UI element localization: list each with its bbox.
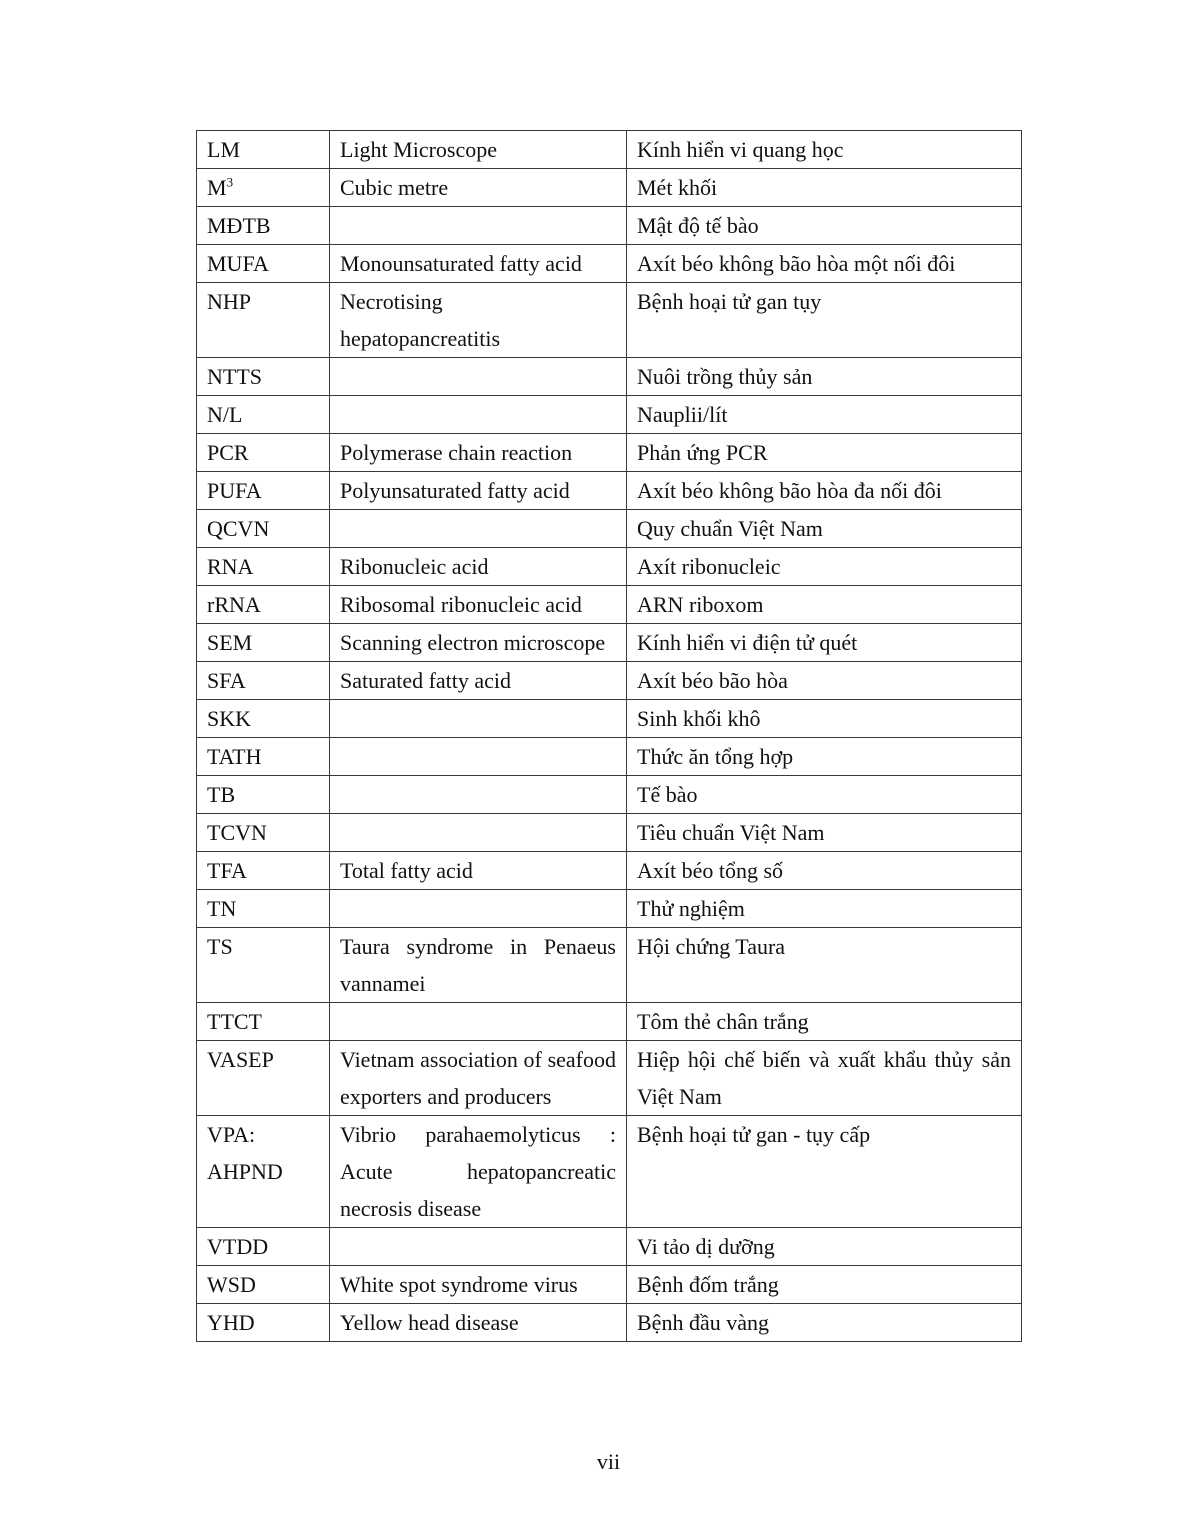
abbr-superscript: 3 [226,174,234,190]
table-row [197,169,1022,207]
english-cell [330,358,627,396]
abbr-cell: RNA [197,548,330,586]
english-cell: Vibrio parahaemolyticus : Acute hepatopancreatic necrosis disease [330,1116,627,1228]
table-row [197,890,1022,928]
abbr-cell: TS [197,928,330,1003]
table-row [197,1228,1022,1266]
vietnamese-cell: Bệnh hoại tử gan tụy [627,283,1022,358]
table-row [197,662,1022,700]
vietnamese-cell: Axít béo không bão hòa đa nối đôi [627,472,1022,510]
abbr-cell: MUFA [197,245,330,283]
english-cell: Total fatty acid [330,852,627,890]
vietnamese-cell: Axít béo tổng số [627,852,1022,890]
vietnamese-cell: Hội chứng Taura [627,928,1022,1003]
table-row [197,624,1022,662]
abbr-cell: SEM [197,624,330,662]
abbr-cell: TTCT [197,1003,330,1041]
table-row [197,283,1022,358]
table-row [197,700,1022,738]
english-cell: Cubic metre [330,169,627,207]
vietnamese-cell: Axít béo bão hòa [627,662,1022,700]
page-number: vii [596,1449,621,1474]
abbr-cell [197,169,330,207]
vietnamese-cell: Bệnh đầu vàng [627,1304,1022,1342]
table-row [197,1003,1022,1041]
vietnamese-cell: Tiêu chuẩn Việt Nam [627,814,1022,852]
english-cell: Saturated fatty acid [330,662,627,700]
abbr-cell: LM [197,131,330,169]
vietnamese-cell: Thức ăn tổng hợp [627,738,1022,776]
table-row [197,1266,1022,1304]
vietnamese-cell: Tôm thẻ chân trắng [627,1003,1022,1041]
vietnamese-cell: Mật độ tế bào [627,207,1022,245]
abbr-cell: WSD [197,1266,330,1304]
vietnamese-cell: ARN riboxom [627,586,1022,624]
vietnamese-cell: Vi tảo dị dưỡng [627,1228,1022,1266]
english-cell: Polymerase chain reaction [330,434,627,472]
vietnamese-cell: Bệnh đốm trắng [627,1266,1022,1304]
table-row [197,434,1022,472]
abbr-cell: rRNA [197,586,330,624]
table-row [197,928,1022,1003]
table-row [197,852,1022,890]
english-cell [330,1228,627,1266]
abbr-cell: TATH [197,738,330,776]
english-cell [330,814,627,852]
vietnamese-cell: Hiệp hội chế biến và xuất khẩu thủy sản Việt Nam [627,1041,1022,1116]
abbr-cell: SFA [197,662,330,700]
english-cell [330,738,627,776]
abbr-cell: N/L [197,396,330,434]
vietnamese-cell: Bệnh hoại tử gan - tụy cấp [627,1116,1022,1228]
english-cell [330,1003,627,1041]
vietnamese-cell: Sinh khối khô [627,700,1022,738]
english-cell [330,776,627,814]
table-row [197,207,1022,245]
table-row [197,548,1022,586]
vietnamese-cell: Quy chuẩn Việt Nam [627,510,1022,548]
english-cell: Vietnam association of seafood exporters and producers [330,1041,627,1116]
english-cell: Light Microscope [330,131,627,169]
abbr-cell: TB [197,776,330,814]
abbr-cell: VASEP [197,1041,330,1116]
table-row [197,245,1022,283]
english-cell: Monounsaturated fatty acid [330,245,627,283]
abbr-cell: NHP [197,283,330,358]
vietnamese-cell: Kính hiển vi quang học [627,131,1022,169]
abbr-cell: TN [197,890,330,928]
vietnamese-cell: Phản ứng PCR [627,434,1022,472]
english-cell [330,700,627,738]
vietnamese-cell: Axít ribonucleic [627,548,1022,586]
table-row [197,1304,1022,1342]
abbr-cell: VTDD [197,1228,330,1266]
vietnamese-cell: Kính hiển vi điện tử quét [627,624,1022,662]
english-cell: White spot syndrome virus [330,1266,627,1304]
table-row [197,396,1022,434]
table-row [197,586,1022,624]
vietnamese-cell: Axít béo không bão hòa một nối đôi [627,245,1022,283]
abbr-cell: YHD [197,1304,330,1342]
english-cell [330,890,627,928]
abbr-cell: NTTS [197,358,330,396]
table-row [197,472,1022,510]
table-row [197,131,1022,169]
abbr-cell: PUFA [197,472,330,510]
english-cell [330,207,627,245]
table-row [197,358,1022,396]
abbr-text: M [207,175,227,200]
table-row [197,1116,1022,1228]
table-row [197,738,1022,776]
table-row [197,814,1022,852]
vietnamese-cell: Nuôi trồng thủy sản [627,358,1022,396]
english-cell: Taura syndrome in Penaeus vannamei [330,928,627,1003]
vietnamese-cell: Thử nghiệm [627,890,1022,928]
english-cell: Ribonucleic acid [330,548,627,586]
english-cell: Scanning electron microscope [330,624,627,662]
vietnamese-cell: Nauplii/lít [627,396,1022,434]
english-cell: Ribosomal ribonucleic acid [330,586,627,624]
english-cell [330,510,627,548]
table-row [197,1041,1022,1116]
abbr-cell: QCVN [197,510,330,548]
abbreviation-table [196,130,1022,1342]
abbr-cell: TCVN [197,814,330,852]
table-row [197,776,1022,814]
english-cell: Yellow head disease [330,1304,627,1342]
vietnamese-cell: Mét khối [627,169,1022,207]
english-cell: Necrotising hepatopancreatitis [330,283,627,358]
english-cell: Polyunsaturated fatty acid [330,472,627,510]
abbr-cell: PCR [197,434,330,472]
abbr-cell: TFA [197,852,330,890]
english-cell [330,396,627,434]
table-row [197,510,1022,548]
abbr-cell: SKK [197,700,330,738]
abbr-cell: VPA: AHPND [197,1116,330,1228]
vietnamese-cell: Tế bào [627,776,1022,814]
abbr-cell: MĐTB [197,207,330,245]
